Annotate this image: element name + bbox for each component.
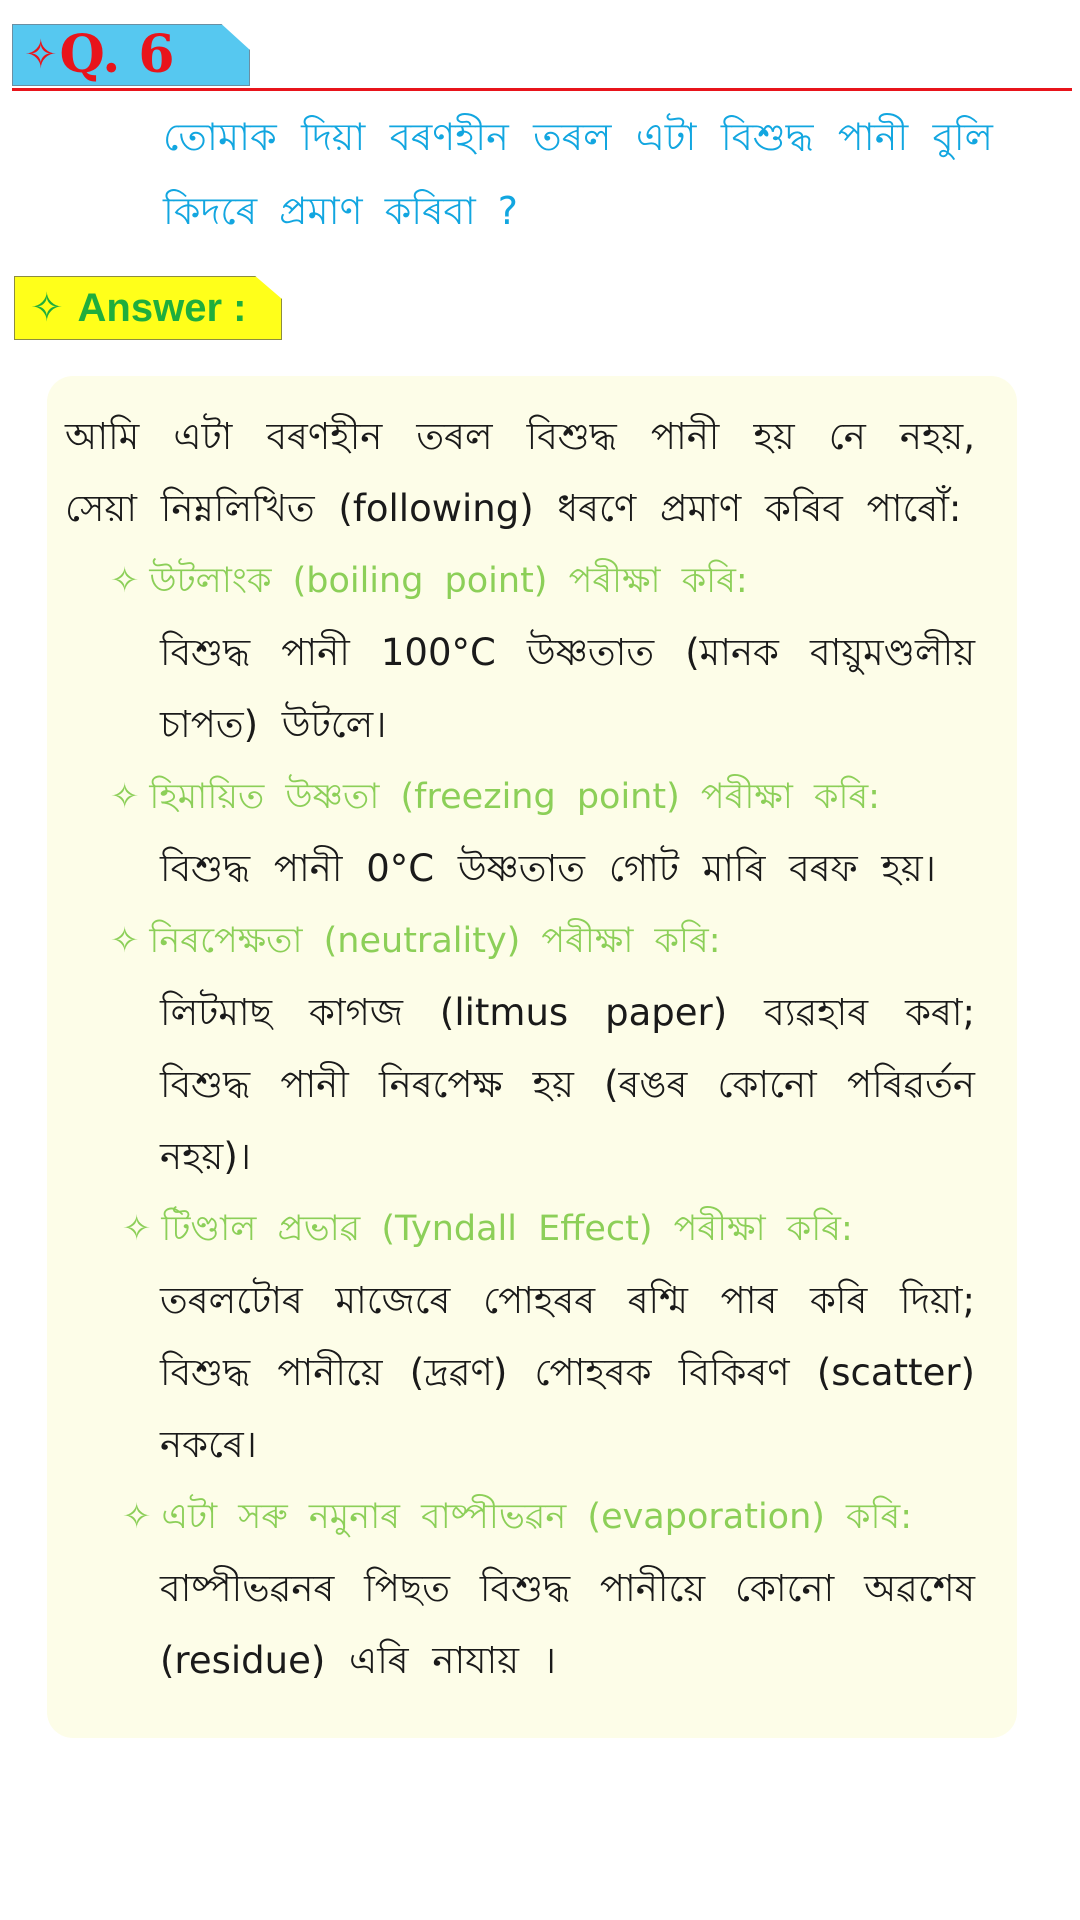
- diamond-bullet-icon: ✧: [122, 1497, 152, 1537]
- question-divider: [12, 88, 1072, 91]
- point-heading: [122, 1481, 912, 1553]
- point-heading: [110, 761, 880, 833]
- point-body: লিটমাছ কাগজ (litmus paper) ব্যৱহাৰ কৰা; বিশুদ্ধ পানী নিৰপেক্ষ হয় (ৰঙৰ কোনো পৰিৱৰ্তন নহয়)।: [160, 991, 975, 1178]
- point-heading-text: এটা সৰু নমুনাৰ বাষ্পীভৱন (evaporation) কৰি:: [161, 1497, 913, 1537]
- point-body: বিশুদ্ধ পানী 100°C উষ্ণতাত (মানক বায়ুমণ্ডলীয় চাপত) উটলে।: [160, 631, 975, 746]
- question-number: Q. 6: [59, 24, 175, 85]
- point-heading-text: হিমায়িত উষ্ণতা (freezing point) পৰীক্ষা কৰি:: [149, 777, 880, 817]
- point-heading-text: টিণ্ডাল প্ৰভাৱ (Tyndall Effect) পৰীক্ষা কৰি:: [161, 1209, 853, 1249]
- diamond-bullet-icon: ✧: [110, 777, 140, 817]
- point-heading-text: নিৰপেক্ষতা (neutrality) পৰীক্ষা কৰি:: [149, 921, 721, 961]
- point-body: বিশুদ্ধ পানী 0°C উষ্ণতাত গোট মাৰি বৰফ হয়।: [160, 847, 936, 890]
- answer-label: [30, 276, 246, 340]
- diamond-bullet-icon: ✧: [110, 561, 140, 601]
- sparkle-icon: ✧: [24, 32, 58, 78]
- question-label: [24, 24, 175, 86]
- point-body: বাষ্পীভৱনৰ পিছত বিশুদ্ধ পানীয়ে কোনো অৱশেষ (residue) এৰি নাযায় ।: [160, 1567, 975, 1682]
- diamond-bullet-icon: ✧: [110, 921, 140, 961]
- answer-intro: আমি এটা বৰণহীন তৰল বিশুদ্ধ পানী হয় নে নহয়, সেয়া নিম্নলিখিত (following) ধৰণে প্ৰমাণ কৰিব পাৰোঁ:: [65, 415, 975, 530]
- point-heading: [110, 905, 721, 977]
- diamond-bullet-icon: ✧: [122, 1209, 152, 1249]
- point-heading: [122, 1193, 853, 1265]
- point-heading-text: উটলাংক (boiling point) পৰীক্ষা কৰি:: [149, 561, 748, 601]
- point-heading: [110, 545, 748, 617]
- answer-title: Answer :: [77, 286, 247, 330]
- sparkle-icon: ✧: [30, 286, 64, 330]
- question-text: তোমাক দিয়া বৰণহীন তৰল এটা বিশুদ্ধ পানী বুলি কিদৰে প্ৰমাণ কৰিবা ?: [163, 115, 993, 233]
- point-body: তৰলটোৰ মাজেৰে পোহৰৰ ৰশ্মি পাৰ কৰি দিয়া; বিশুদ্ধ পানীয়ে (দ্ৰৱণ) পোহৰক বিকিৰণ (scatter) নকৰে।: [160, 1279, 975, 1466]
